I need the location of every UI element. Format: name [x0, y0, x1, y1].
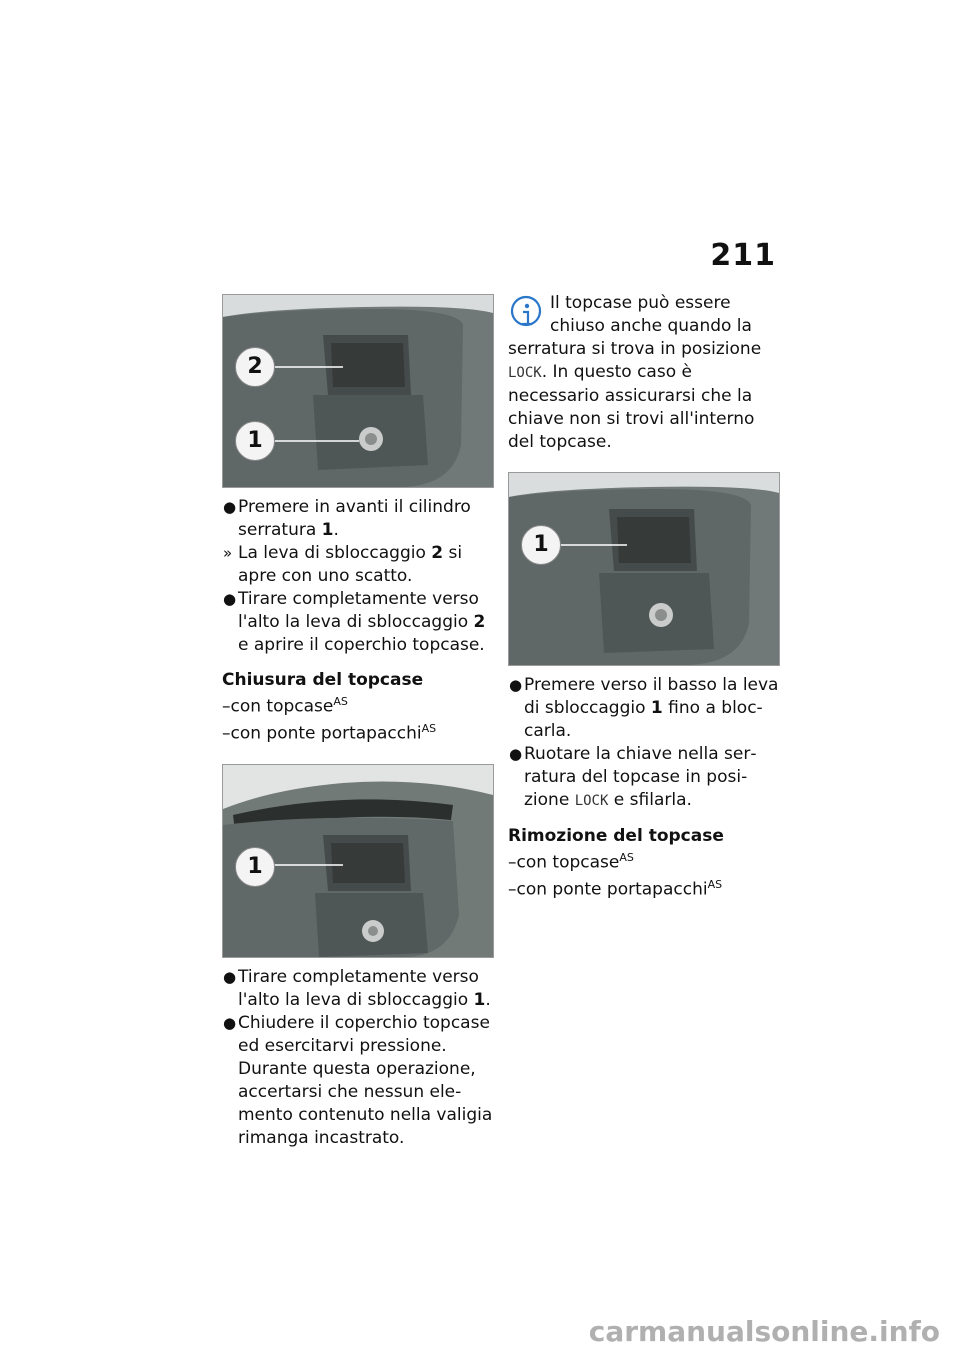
topcase-photo [509, 473, 779, 665]
info-note: Il topcase può essere chiuso anche quando la serratura si trova in posizione LOCK. In questo caso è necessario assicurarsi che la chiave non si trovi all'interno del topcase. [508, 293, 762, 452]
list-item: » La leva di sbloccaggio 2 si apre con uno scatto. [223, 543, 463, 586]
list-item: ● Tirare completamente verso l'alto la leva di sbloccaggio 1. [223, 967, 491, 1011]
page-number: 211 [710, 238, 776, 273]
condition-line: –con topcase$^{AS}$ [508, 851, 634, 873]
watermark: carmanualsonline.info [588, 1315, 940, 1348]
callout-2: 2 [235, 347, 275, 387]
condition-line: –con ponte portapacchi$^{AS}$ [508, 877, 723, 900]
figure-topcase-lock-1 [222, 294, 494, 488]
list-item: ● Ruotare la chiave nella serratura del topcase in posizione LOCK e sfilarla. [509, 744, 757, 810]
left-column [222, 294, 494, 1150]
section-heading-removal: Rimozione del topcase [508, 826, 724, 846]
list-item: ● Premere verso il basso la leva di sbloccaggio 1 fino a bloccarla. [509, 675, 779, 741]
callout-1: 1 [235, 847, 275, 887]
figure-topcase-open [222, 764, 494, 958]
steps-open-list [222, 496, 494, 657]
steps-remove-list [508, 674, 780, 813]
callout-1: 1 [235, 421, 275, 461]
right-column [508, 292, 780, 900]
condition-line: –con ponte portapacchi$^{AS}$ [222, 721, 437, 744]
condition-line: –con topcase$^{AS}$ [222, 695, 348, 717]
info-icon [508, 294, 544, 334]
list-item: ● Premere in avanti il cilindro serratura 1. [223, 497, 471, 540]
callout-1: 1 [521, 525, 561, 565]
figure-topcase-lock-2 [508, 472, 780, 666]
steps-close-list [222, 966, 494, 1150]
section-heading-closing: Chiusura del topcase [222, 670, 424, 690]
list-item: ● Chiudere il coperchio topcase ed esercitarvi pressione. Durante questa operazione, accertarsi che nessun elemento contenuto nella valigia rimanga incastrato. [223, 1013, 493, 1149]
list-item: ● Tirare completamente verso l'alto la leva di sbloccaggio 2 e aprire il coperchio topcase. [223, 589, 486, 655]
